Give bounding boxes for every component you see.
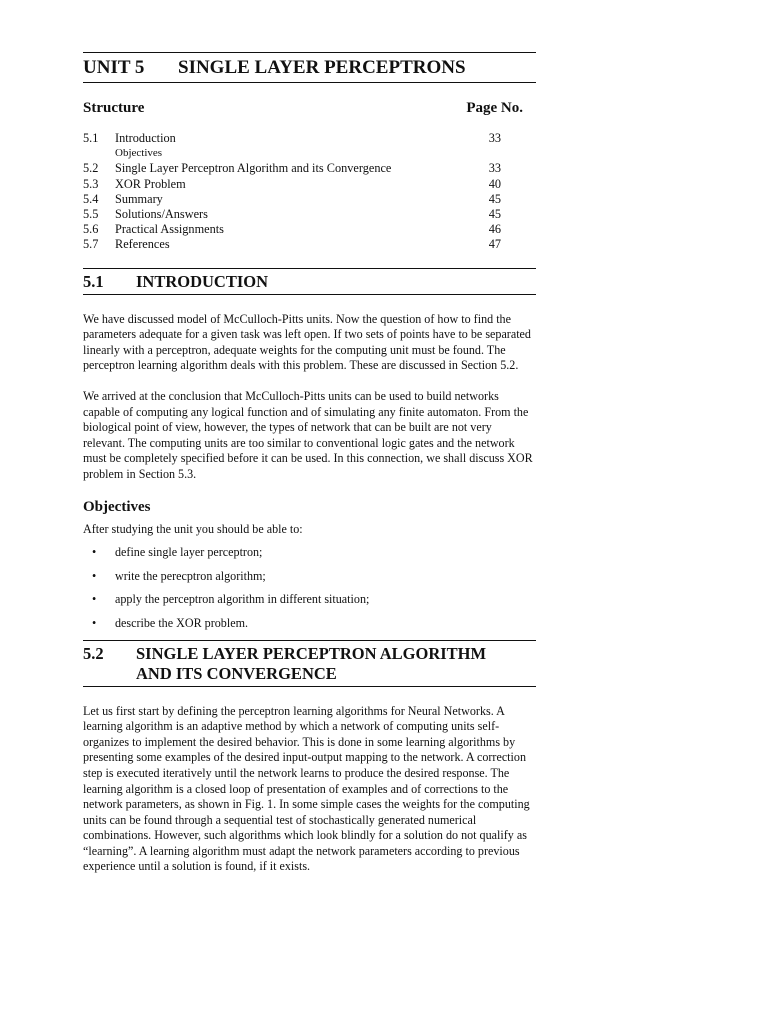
- toc-page: 45: [488, 191, 501, 206]
- section-1-heading: [83, 269, 536, 294]
- section-2-heading: [83, 641, 536, 686]
- bullet-icon: •: [92, 592, 97, 607]
- unit-rule: [83, 82, 536, 83]
- section-2-paragraph-1: Let us first start by defining the perceptron learning algorithms for Neural Networks. A learning algorithm is an adaptive method by which a network of computing units self-organizes to implement the desired behavior. This is done in some learning algorithms by presenting some examples of the desired input-output mapping to the network. A correction step is executed iteratively until the network learns to produce the desired response. The learning algorithm is a closed loop of presentation of examples and of corrections to the network parameters, as shown in Fig. 1. In some simple cases the weights for the computing units can be found through a sequential test of stochastically generated numerical combinations. However, such algorithms which look blindly for a solution do not qualify as “learning”. A learning algorithm must adapt the network parameters according to previous experience until a solution is found, if it exists.: [83, 703, 530, 874]
- page-no-label: Page No.: [466, 100, 523, 116]
- list-item-text: write the perecptron algorithm;: [115, 568, 266, 583]
- list-item: [83, 616, 536, 631]
- toc-row: [83, 177, 501, 192]
- toc-sub-item: Objectives: [115, 147, 163, 160]
- unit-title: SINGLE LAYER PERCEPTRONS: [178, 56, 466, 78]
- objectives-list: [83, 545, 536, 631]
- objectives-intro: After studying the unit you should be able to:: [83, 521, 303, 536]
- toc-num: 5.4: [83, 191, 99, 206]
- toc-label: Solutions/Answers: [115, 207, 208, 222]
- document-page: [83, 52, 536, 875]
- toc-row: [83, 207, 501, 222]
- toc-page: 33: [488, 131, 501, 145]
- toc-page: 47: [488, 237, 501, 252]
- bullet-icon: •: [92, 545, 97, 560]
- toc-label: Practical Assignments: [115, 222, 224, 237]
- list-item-text: apply the perceptron algorithm in different situation;: [115, 592, 370, 607]
- objectives-heading: Objectives: [83, 498, 151, 515]
- toc-label: References: [115, 237, 170, 252]
- structure-header: [83, 100, 523, 117]
- toc-row: [83, 131, 501, 146]
- section-2-title-line-2: AND ITS CONVERGENCE: [136, 663, 337, 683]
- toc-page: 40: [488, 176, 501, 191]
- section-2-bottom-rule: [83, 686, 536, 687]
- list-item: [83, 545, 536, 560]
- intro-paragraph-1: We have discussed model of McCulloch-Pitts units. Now the question of how to find the parameters adequate for a given task was left open. If two sets of points have to be separated linearly with a perceptron, adequate weights for the computing unit must be found. The perceptron learning algorithm deals with this problem. These are discussed in Section 5.2.: [83, 311, 531, 373]
- toc-num: 5.5: [83, 207, 99, 222]
- toc-num: 5.3: [83, 176, 99, 191]
- toc-row: [83, 192, 501, 207]
- toc-page: 46: [488, 222, 501, 237]
- section-1-bottom-rule: [83, 294, 536, 295]
- toc-num: 5.2: [83, 161, 99, 176]
- list-item: [83, 592, 536, 607]
- toc-label: Single Layer Perceptron Algorithm and its Convergence: [115, 161, 392, 176]
- toc-label: Introduction: [115, 131, 176, 145]
- toc-label: XOR Problem: [115, 176, 186, 191]
- toc-row: [83, 237, 501, 252]
- bullet-icon: •: [92, 568, 97, 583]
- section-1-title: INTRODUCTION: [136, 271, 269, 291]
- toc-row: [83, 222, 501, 237]
- toc-row: [83, 161, 501, 176]
- section-2-title: [136, 644, 486, 684]
- unit-header: [83, 53, 536, 82]
- unit-number: UNIT 5: [83, 56, 145, 78]
- bullet-icon: •: [92, 615, 97, 630]
- toc-num: 5.6: [83, 222, 99, 237]
- toc-page: 45: [488, 207, 501, 222]
- list-item-text: describe the XOR problem.: [115, 615, 248, 630]
- structure-label: Structure: [83, 100, 145, 116]
- section-1-number: 5.1: [83, 271, 104, 291]
- toc-page: 33: [488, 161, 501, 176]
- list-item: [83, 569, 536, 584]
- intro-paragraph-2: We arrived at the conclusion that McCulloch-Pitts units can be used to build networks capable of computing any logical function and of simulating any finite automaton. From the biological point of view, however, the types of network that can be built are not very relevant. The computing units are too similar to conventional logic gates and the network must be completely specified before it can be used. In this connection, we shall discuss XOR problem in Section 5.3.: [83, 389, 533, 481]
- table-of-contents: [83, 131, 501, 253]
- list-item-text: define single layer perceptron;: [115, 545, 263, 560]
- section-2-number: 5.2: [83, 643, 104, 663]
- toc-label: Summary: [115, 191, 163, 206]
- toc-num: 5.7: [83, 237, 99, 252]
- toc-num: 5.1: [83, 131, 99, 145]
- section-2-title-line-1: SINGLE LAYER PERCEPTRON ALGORITHM: [136, 643, 487, 663]
